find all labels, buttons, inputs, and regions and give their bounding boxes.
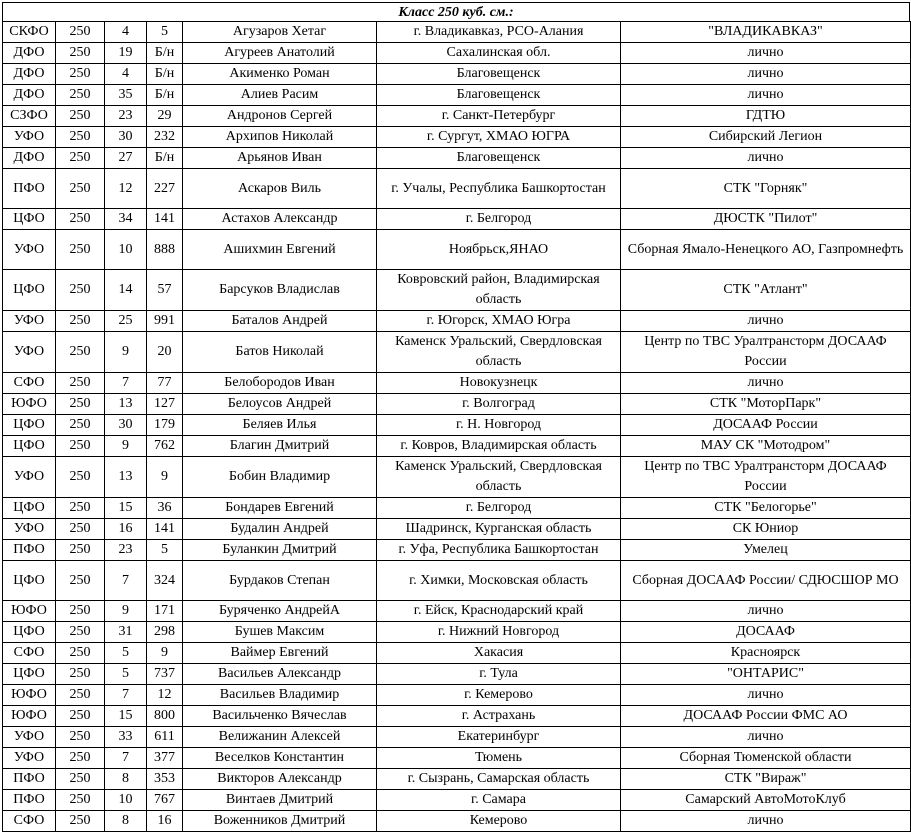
class-cell: 250: [56, 457, 105, 498]
city-cell: г. Волгоград: [377, 394, 621, 415]
team-cell: лично: [621, 43, 911, 64]
table-row: [3, 498, 911, 519]
license-number-cell: 141: [147, 209, 183, 230]
district-cell: ПФО: [3, 769, 56, 790]
table-row: [3, 561, 911, 601]
start-number-cell: 4: [105, 22, 147, 43]
rider-name-cell: Бушев Максим: [183, 622, 377, 643]
results-table-body: [3, 22, 911, 832]
class-cell: 250: [56, 373, 105, 394]
start-number-cell: 7: [105, 685, 147, 706]
class-cell: 250: [56, 22, 105, 43]
rider-name-cell: Агузаров Хетаг: [183, 22, 377, 43]
license-number-cell: 800: [147, 706, 183, 727]
table-row: [3, 540, 911, 561]
district-cell: СФО: [3, 373, 56, 394]
district-cell: ДФО: [3, 64, 56, 85]
district-cell: УФО: [3, 457, 56, 498]
table-row: [3, 685, 911, 706]
city-cell: Тюмень: [377, 748, 621, 769]
license-number-cell: 57: [147, 270, 183, 311]
team-cell: СТК "Горняк": [621, 169, 911, 209]
district-cell: УФО: [3, 332, 56, 373]
rider-name-cell: Андронов Сергей: [183, 106, 377, 127]
start-number-cell: 27: [105, 148, 147, 169]
team-cell: Самарский АвтоМотоКлуб: [621, 790, 911, 811]
team-cell: лично: [621, 85, 911, 106]
start-number-cell: 16: [105, 519, 147, 540]
table-row: [3, 148, 911, 169]
start-number-cell: 7: [105, 561, 147, 601]
start-number-cell: 31: [105, 622, 147, 643]
table-row: [3, 664, 911, 685]
license-number-cell: 16: [147, 811, 183, 832]
city-cell: Благовещенск: [377, 64, 621, 85]
team-cell: Сибирский Легион: [621, 127, 911, 148]
start-number-cell: 5: [105, 643, 147, 664]
table-row: [3, 436, 911, 457]
district-cell: СЗФО: [3, 106, 56, 127]
city-cell: Благовещенск: [377, 148, 621, 169]
class-cell: 250: [56, 127, 105, 148]
rider-name-cell: Ашихмин Евгений: [183, 230, 377, 270]
district-cell: ПФО: [3, 790, 56, 811]
rider-name-cell: Васильев Владимир: [183, 685, 377, 706]
table-row: [3, 270, 911, 311]
district-cell: ЮФО: [3, 685, 56, 706]
license-number-cell: 888: [147, 230, 183, 270]
license-number-cell: 737: [147, 664, 183, 685]
start-number-cell: 5: [105, 664, 147, 685]
license-number-cell: 179: [147, 415, 183, 436]
class-cell: 250: [56, 311, 105, 332]
city-cell: г. Ковров, Владимирская область: [377, 436, 621, 457]
rider-name-cell: Будалин Андрей: [183, 519, 377, 540]
table-row: [3, 415, 911, 436]
table-row: [3, 332, 911, 373]
rider-name-cell: Викторов Александр: [183, 769, 377, 790]
team-cell: Сборная Тюменской области: [621, 748, 911, 769]
district-cell: ДФО: [3, 85, 56, 106]
table-row: [3, 748, 911, 769]
license-number-cell: 29: [147, 106, 183, 127]
class-cell: 250: [56, 519, 105, 540]
license-number-cell: 767: [147, 790, 183, 811]
class-cell: 250: [56, 643, 105, 664]
district-cell: ЦФО: [3, 415, 56, 436]
rider-name-cell: Белобородов Иван: [183, 373, 377, 394]
start-number-cell: 14: [105, 270, 147, 311]
district-cell: ПФО: [3, 540, 56, 561]
rider-name-cell: Алиев Расим: [183, 85, 377, 106]
rider-name-cell: Благин Дмитрий: [183, 436, 377, 457]
district-cell: ПФО: [3, 169, 56, 209]
rider-name-cell: Буряченко АндрейА: [183, 601, 377, 622]
district-cell: ЦФО: [3, 436, 56, 457]
rider-name-cell: Архипов Николай: [183, 127, 377, 148]
district-cell: ЦФО: [3, 561, 56, 601]
start-number-cell: 9: [105, 601, 147, 622]
license-number-cell: 141: [147, 519, 183, 540]
district-cell: УФО: [3, 519, 56, 540]
class-cell: 250: [56, 415, 105, 436]
table-row: [3, 769, 911, 790]
start-number-cell: 7: [105, 373, 147, 394]
class-cell: 250: [56, 148, 105, 169]
city-cell: г. Сызрань, Самарская область: [377, 769, 621, 790]
rider-name-cell: Васильченко Вячеслав: [183, 706, 377, 727]
table-row: [3, 209, 911, 230]
license-number-cell: 9: [147, 643, 183, 664]
start-number-cell: 23: [105, 106, 147, 127]
table-row: [3, 622, 911, 643]
rider-name-cell: Ваймер Евгений: [183, 643, 377, 664]
city-cell: г. Белгород: [377, 498, 621, 519]
rider-name-cell: Арьянов Иван: [183, 148, 377, 169]
district-cell: СКФО: [3, 22, 56, 43]
team-cell: лично: [621, 601, 911, 622]
team-cell: ДОСААФ России ФМС АО: [621, 706, 911, 727]
license-number-cell: Б/н: [147, 64, 183, 85]
district-cell: УФО: [3, 311, 56, 332]
license-number-cell: 5: [147, 22, 183, 43]
start-number-cell: 7: [105, 748, 147, 769]
city-cell: г. Сургут, ХМАО ЮГРА: [377, 127, 621, 148]
district-cell: ЦФО: [3, 209, 56, 230]
table-row: [3, 394, 911, 415]
rider-name-cell: Веселков Константин: [183, 748, 377, 769]
start-number-cell: 30: [105, 415, 147, 436]
class-cell: 250: [56, 498, 105, 519]
class-cell: 250: [56, 790, 105, 811]
city-cell: Новокузнецк: [377, 373, 621, 394]
license-number-cell: 127: [147, 394, 183, 415]
start-number-cell: 4: [105, 64, 147, 85]
district-cell: СФО: [3, 643, 56, 664]
district-cell: СФО: [3, 811, 56, 832]
table-row: [3, 457, 911, 498]
team-cell: СК Юниор: [621, 519, 911, 540]
city-cell: г. Кемерово: [377, 685, 621, 706]
table-row: [3, 373, 911, 394]
rider-name-cell: Бурдаков Степан: [183, 561, 377, 601]
class-cell: 250: [56, 769, 105, 790]
team-cell: лично: [621, 727, 911, 748]
district-cell: ЮФО: [3, 601, 56, 622]
table-row: [3, 519, 911, 540]
class-cell: 250: [56, 436, 105, 457]
team-cell: СТК "Белогорье": [621, 498, 911, 519]
license-number-cell: 227: [147, 169, 183, 209]
license-number-cell: 232: [147, 127, 183, 148]
city-cell: Сахалинская обл.: [377, 43, 621, 64]
license-number-cell: Б/н: [147, 43, 183, 64]
license-number-cell: 77: [147, 373, 183, 394]
team-cell: "ВЛАДИКАВКАЗ": [621, 22, 911, 43]
table-row: [3, 727, 911, 748]
class-cell: 250: [56, 230, 105, 270]
district-cell: УФО: [3, 748, 56, 769]
city-cell: г. Ейск, Краснодарский край: [377, 601, 621, 622]
class-cell: 250: [56, 64, 105, 85]
table-row: [3, 790, 911, 811]
results-sheet: [2, 2, 910, 832]
table-row: [3, 311, 911, 332]
team-cell: "ОНТАРИС": [621, 664, 911, 685]
team-cell: Сборная ДОСААФ России/ СДЮСШОР МО: [621, 561, 911, 601]
start-number-cell: 8: [105, 769, 147, 790]
city-cell: г. Учалы, Республика Башкортостан: [377, 169, 621, 209]
district-cell: ДФО: [3, 43, 56, 64]
district-cell: ДФО: [3, 148, 56, 169]
rider-name-cell: Акименко Роман: [183, 64, 377, 85]
city-cell: Ковровский район, Владимирская область: [377, 270, 621, 311]
license-number-cell: 353: [147, 769, 183, 790]
city-cell: г. Нижний Новгород: [377, 622, 621, 643]
start-number-cell: 13: [105, 457, 147, 498]
start-number-cell: 25: [105, 311, 147, 332]
class-cell: 250: [56, 106, 105, 127]
district-cell: ЮФО: [3, 706, 56, 727]
team-cell: СТК "Вираж": [621, 769, 911, 790]
rider-name-cell: Агуреев Анатолий: [183, 43, 377, 64]
city-cell: г. Н. Новгород: [377, 415, 621, 436]
team-cell: лично: [621, 148, 911, 169]
rider-name-cell: Астахов Александр: [183, 209, 377, 230]
team-cell: лично: [621, 811, 911, 832]
city-cell: Ноябрьск,ЯНАО: [377, 230, 621, 270]
start-number-cell: 33: [105, 727, 147, 748]
table-row: [3, 706, 911, 727]
license-number-cell: 377: [147, 748, 183, 769]
table-row: [3, 64, 911, 85]
class-cell: 250: [56, 209, 105, 230]
class-cell: 250: [56, 270, 105, 311]
class-cell: 250: [56, 685, 105, 706]
city-cell: Благовещенск: [377, 85, 621, 106]
table-row: [3, 169, 911, 209]
license-number-cell: 324: [147, 561, 183, 601]
start-number-cell: 12: [105, 169, 147, 209]
city-cell: Шадринск, Курганская область: [377, 519, 621, 540]
city-cell: г. Владикавказ, РСО-Алания: [377, 22, 621, 43]
start-number-cell: 15: [105, 706, 147, 727]
license-number-cell: 762: [147, 436, 183, 457]
class-cell: 250: [56, 394, 105, 415]
results-table: [2, 21, 911, 832]
city-cell: Каменск Уральский, Свердловская область: [377, 457, 621, 498]
start-number-cell: 34: [105, 209, 147, 230]
rider-name-cell: Барсуков Владислав: [183, 270, 377, 311]
city-cell: Хакасия: [377, 643, 621, 664]
city-cell: г. Химки, Московская область: [377, 561, 621, 601]
license-number-cell: 298: [147, 622, 183, 643]
table-row: [3, 811, 911, 832]
city-cell: г. Санкт-Петербург: [377, 106, 621, 127]
city-cell: г. Югорск, ХМАО Югра: [377, 311, 621, 332]
table-row: [3, 230, 911, 270]
table-row: [3, 106, 911, 127]
license-number-cell: 12: [147, 685, 183, 706]
start-number-cell: 9: [105, 332, 147, 373]
district-cell: ЦФО: [3, 664, 56, 685]
team-cell: лично: [621, 64, 911, 85]
class-cell: 250: [56, 622, 105, 643]
district-cell: ЮФО: [3, 394, 56, 415]
license-number-cell: Б/н: [147, 148, 183, 169]
city-cell: г. Белгород: [377, 209, 621, 230]
start-number-cell: 8: [105, 811, 147, 832]
district-cell: УФО: [3, 127, 56, 148]
team-cell: ДЮСТК "Пилот": [621, 209, 911, 230]
city-cell: г. Тула: [377, 664, 621, 685]
team-cell: СТК "Атлант": [621, 270, 911, 311]
team-cell: лично: [621, 311, 911, 332]
license-number-cell: 991: [147, 311, 183, 332]
city-cell: г. Самара: [377, 790, 621, 811]
start-number-cell: 15: [105, 498, 147, 519]
start-number-cell: 19: [105, 43, 147, 64]
team-cell: ДОСААФ: [621, 622, 911, 643]
district-cell: УФО: [3, 230, 56, 270]
district-cell: ЦФО: [3, 498, 56, 519]
table-row: [3, 85, 911, 106]
rider-name-cell: Васильев Александр: [183, 664, 377, 685]
team-cell: МАУ СК "Мотодром": [621, 436, 911, 457]
table-row: [3, 601, 911, 622]
city-cell: Кемерово: [377, 811, 621, 832]
class-cell: 250: [56, 727, 105, 748]
class-cell: 250: [56, 811, 105, 832]
district-cell: ЦФО: [3, 270, 56, 311]
class-cell: 250: [56, 85, 105, 106]
start-number-cell: 10: [105, 790, 147, 811]
team-cell: СТК "МоторПарк": [621, 394, 911, 415]
table-row: [3, 43, 911, 64]
license-number-cell: Б/н: [147, 85, 183, 106]
table-row: [3, 127, 911, 148]
team-cell: Красноярск: [621, 643, 911, 664]
district-cell: УФО: [3, 727, 56, 748]
class-cell: 250: [56, 664, 105, 685]
license-number-cell: 20: [147, 332, 183, 373]
class-cell: 250: [56, 561, 105, 601]
rider-name-cell: Винтаев Дмитрий: [183, 790, 377, 811]
city-cell: г. Астрахань: [377, 706, 621, 727]
rider-name-cell: Бобин Владимир: [183, 457, 377, 498]
start-number-cell: 10: [105, 230, 147, 270]
class-cell: 250: [56, 43, 105, 64]
license-number-cell: 9: [147, 457, 183, 498]
license-number-cell: 171: [147, 601, 183, 622]
rider-name-cell: Беляев Илья: [183, 415, 377, 436]
start-number-cell: 23: [105, 540, 147, 561]
rider-name-cell: Баталов Андрей: [183, 311, 377, 332]
team-cell: Центр по ТВС Уралтрансторм ДОСААФ России: [621, 457, 911, 498]
rider-name-cell: Велижанин Алексей: [183, 727, 377, 748]
table-row: [3, 643, 911, 664]
team-cell: лично: [621, 373, 911, 394]
rider-name-cell: Бондарев Евгений: [183, 498, 377, 519]
start-number-cell: 30: [105, 127, 147, 148]
team-cell: Умелец: [621, 540, 911, 561]
district-cell: ЦФО: [3, 622, 56, 643]
city-cell: г. Уфа, Республика Башкортостан: [377, 540, 621, 561]
class-cell: 250: [56, 540, 105, 561]
team-cell: ДОСААФ России: [621, 415, 911, 436]
rider-name-cell: Батов Николай: [183, 332, 377, 373]
rider-name-cell: Белоусов Андрей: [183, 394, 377, 415]
team-cell: Сборная Ямало-Ненецкого АО, Газпромнефть: [621, 230, 911, 270]
license-number-cell: 611: [147, 727, 183, 748]
rider-name-cell: Воженников Дмитрий: [183, 811, 377, 832]
class-title: Класс 250 куб. см.:: [2, 2, 910, 21]
license-number-cell: 5: [147, 540, 183, 561]
class-cell: 250: [56, 332, 105, 373]
city-cell: Екатеринбург: [377, 727, 621, 748]
start-number-cell: 9: [105, 436, 147, 457]
class-cell: 250: [56, 706, 105, 727]
start-number-cell: 13: [105, 394, 147, 415]
team-cell: лично: [621, 685, 911, 706]
start-number-cell: 35: [105, 85, 147, 106]
class-cell: 250: [56, 169, 105, 209]
team-cell: ГДТЮ: [621, 106, 911, 127]
class-cell: 250: [56, 748, 105, 769]
city-cell: Каменск Уральский, Свердловская область: [377, 332, 621, 373]
license-number-cell: 36: [147, 498, 183, 519]
rider-name-cell: Буланкин Дмитрий: [183, 540, 377, 561]
class-cell: 250: [56, 601, 105, 622]
table-row: [3, 22, 911, 43]
rider-name-cell: Аскаров Виль: [183, 169, 377, 209]
team-cell: Центр по ТВС Уралтрансторм ДОСААФ России: [621, 332, 911, 373]
